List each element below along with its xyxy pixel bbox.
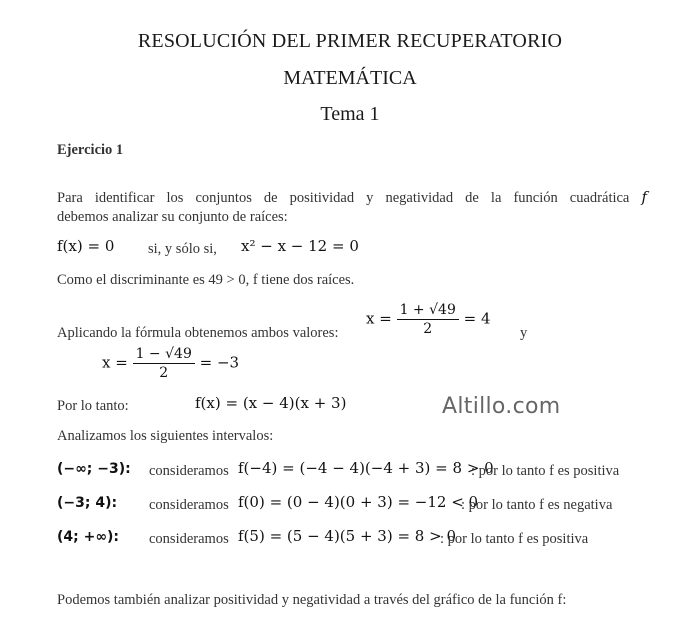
- root-2-fraction: [133, 346, 195, 381]
- interval-conclusion: : por lo tanto f es positiva: [471, 463, 620, 479]
- factored-form: f(x) = (x − 4)(x + 3): [195, 394, 347, 412]
- intro-text: Para identificar los conjuntos de positividad y negatividad de la función cuadrática: [57, 190, 630, 206]
- roots-lhs-text: f(x) = 0: [57, 237, 115, 255]
- consider-word: consideramos: [149, 531, 229, 547]
- roots-equation-rhs: x² − x − 12 = 0: [241, 237, 359, 255]
- consider-word: consideramos: [149, 497, 229, 513]
- intro-function-symbol: f: [641, 188, 647, 206]
- interval-conclusion: : por lo tanto f es positiva: [440, 531, 589, 547]
- interval-label: (−∞; −3):: [57, 461, 131, 477]
- root-2-result: = −3: [199, 353, 240, 372]
- root-2-numerator: 1 − √49: [133, 346, 195, 364]
- intervals-intro: Analizamos los siguientes intervalos:: [57, 428, 274, 444]
- root-1-numerator: 1 + √49: [397, 302, 459, 320]
- interval-label: (−3; 4):: [57, 495, 118, 511]
- interval-evaluation: f(5) = (5 − 4)(5 + 3) = 8 > 0: [238, 527, 456, 545]
- altillo-watermark: Altillo.com: [442, 394, 561, 419]
- roots-equation-lhs: [57, 237, 114, 255]
- discriminant-text: Como el discriminante es 49 > 0, f tiene dos raíces.: [57, 272, 355, 288]
- interval-conclusion: : por lo tanto f es negativa: [461, 497, 613, 513]
- and-word: y: [520, 325, 528, 341]
- interval-evaluation: f(0) = (0 − 4)(0 + 3) = −12 < 0: [238, 493, 479, 511]
- root-1-lhs: x =: [366, 309, 392, 328]
- intro-line-2: debemos analizar su conjunto de raíces:: [57, 209, 288, 225]
- therefore-label: Por lo tanto:: [57, 398, 129, 414]
- interval-label: (4; +∞):: [57, 529, 120, 545]
- formula-text: Aplicando la fórmula obtenemos ambos valores:: [57, 325, 339, 341]
- exercise-heading: Ejercicio 1: [57, 142, 124, 158]
- root-1-fraction: [397, 302, 459, 337]
- intro-line-1: [57, 188, 647, 207]
- root-2-formula: [102, 346, 239, 381]
- interval-evaluation: f(−4) = (−4 − 4)(−4 + 3) = 8 > 0: [238, 459, 494, 477]
- root-2-lhs: x =: [102, 353, 128, 372]
- root-1-formula: [366, 302, 491, 337]
- interval-row: [0, 492, 700, 522]
- root-1-denominator: 2: [423, 321, 433, 337]
- interval-row: [0, 526, 700, 556]
- root-1-result: = 4: [463, 309, 491, 328]
- interval-row: [0, 458, 700, 488]
- iff-text: si, y sólo si,: [148, 241, 217, 257]
- closing-text: Podemos también analizar positividad y negatividad a través del gráfico de la función f:: [57, 592, 567, 608]
- topic-title: Tema 1: [320, 103, 380, 125]
- root-2-denominator: 2: [159, 365, 169, 381]
- consider-word: consideramos: [149, 463, 229, 479]
- document-title: RESOLUCIÓN DEL PRIMER RECUPERATORIO: [137, 30, 563, 52]
- subject-title: MATEMÁTICA: [283, 67, 417, 89]
